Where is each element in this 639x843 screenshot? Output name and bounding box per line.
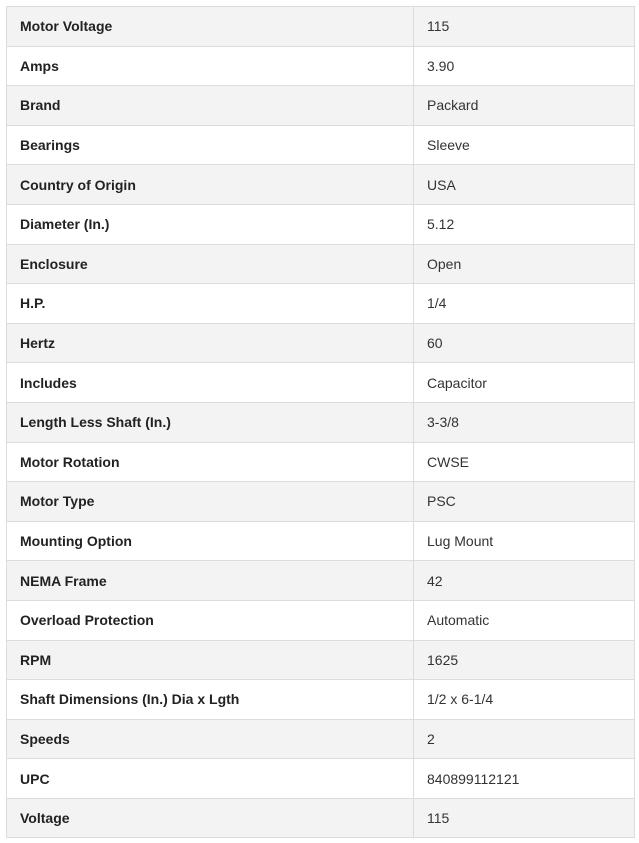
spec-label: Diameter (In.) <box>7 204 414 244</box>
table-row <box>7 680 635 720</box>
table-row <box>7 402 635 442</box>
spec-label: RPM <box>7 640 414 680</box>
spec-label: Voltage <box>7 798 414 838</box>
spec-value: 1625 <box>414 640 635 680</box>
spec-label: Bearings <box>7 125 414 165</box>
spec-value: 1/2 x 6-1/4 <box>414 680 635 720</box>
spec-label: Speeds <box>7 719 414 759</box>
spec-label: Length Less Shaft (In.) <box>7 402 414 442</box>
table-row <box>7 719 635 759</box>
spec-label: Shaft Dimensions (In.) Dia x Lgth <box>7 680 414 720</box>
spec-value: 115 <box>414 7 635 47</box>
spec-value: Packard <box>414 86 635 126</box>
spec-value: 3-3/8 <box>414 402 635 442</box>
table-row <box>7 442 635 482</box>
spec-value: 2 <box>414 719 635 759</box>
spec-label: NEMA Frame <box>7 561 414 601</box>
spec-label: Overload Protection <box>7 600 414 640</box>
spec-value: Open <box>414 244 635 284</box>
spec-label: UPC <box>7 759 414 799</box>
spec-value: 3.90 <box>414 46 635 86</box>
table-row <box>7 165 635 205</box>
specifications-table-body <box>7 7 635 838</box>
table-row <box>7 759 635 799</box>
spec-value: Sleeve <box>414 125 635 165</box>
spec-value: Automatic <box>414 600 635 640</box>
spec-label: Enclosure <box>7 244 414 284</box>
table-row <box>7 482 635 522</box>
spec-value: 1/4 <box>414 284 635 324</box>
table-row <box>7 284 635 324</box>
spec-label: Motor Type <box>7 482 414 522</box>
table-row <box>7 7 635 47</box>
table-row <box>7 521 635 561</box>
spec-value: 5.12 <box>414 204 635 244</box>
table-row <box>7 46 635 86</box>
table-row <box>7 798 635 838</box>
table-row <box>7 244 635 284</box>
spec-label: Motor Rotation <box>7 442 414 482</box>
spec-label: Country of Origin <box>7 165 414 205</box>
table-row <box>7 561 635 601</box>
spec-value: PSC <box>414 482 635 522</box>
table-row <box>7 125 635 165</box>
table-row <box>7 323 635 363</box>
spec-value: Lug Mount <box>414 521 635 561</box>
spec-label: Hertz <box>7 323 414 363</box>
spec-value: CWSE <box>414 442 635 482</box>
spec-value: 840899112121 <box>414 759 635 799</box>
spec-label: Amps <box>7 46 414 86</box>
spec-value: 42 <box>414 561 635 601</box>
spec-label: Motor Voltage <box>7 7 414 47</box>
spec-value: 60 <box>414 323 635 363</box>
table-row <box>7 86 635 126</box>
spec-value: Capacitor <box>414 363 635 403</box>
spec-value: USA <box>414 165 635 205</box>
spec-label: Includes <box>7 363 414 403</box>
spec-value: 115 <box>414 798 635 838</box>
spec-label: Brand <box>7 86 414 126</box>
table-row <box>7 204 635 244</box>
table-row <box>7 600 635 640</box>
table-row <box>7 640 635 680</box>
table-row <box>7 363 635 403</box>
spec-label: Mounting Option <box>7 521 414 561</box>
spec-label: H.P. <box>7 284 414 324</box>
specifications-table <box>6 6 635 838</box>
